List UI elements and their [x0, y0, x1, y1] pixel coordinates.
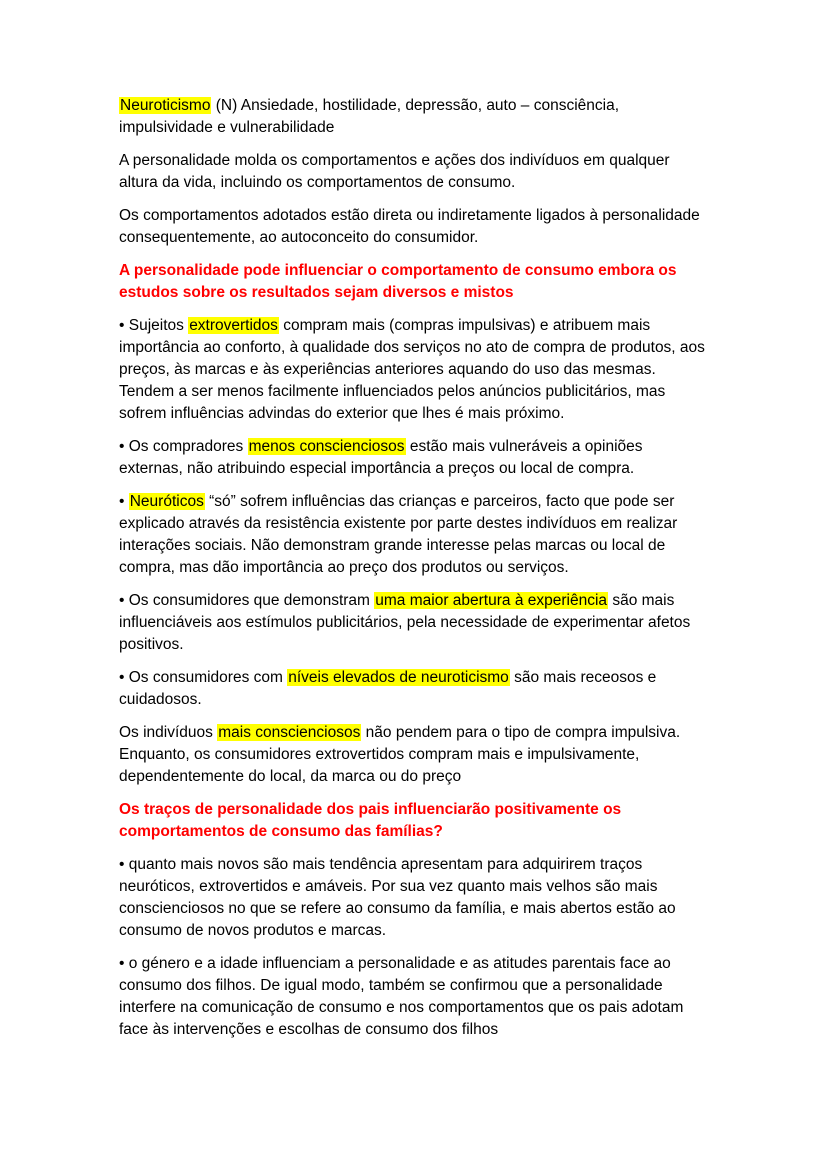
- text-run: compram mais (compras impulsivas) e atribuem mais importância ao conforto, à qualidade dos serviços no ato de compra de produtos, aos preços, às marcas e às experiências anteriores aquando do uso das mesmas. Tendem a ser menos facilmente influenciados pelos anúncios publicitários, mas sofrem influências advindas do exterior que lhes é mais próximo.: [119, 317, 705, 422]
- heading-parents-personality-traits: [119, 799, 709, 843]
- text-run: são mais influenciáveis aos estímulos publicitários, pela necessidade de experimentar afetos positivos.: [119, 592, 691, 653]
- text-run: • Os compradores: [119, 438, 248, 455]
- text-run: não pendem para o tipo de compra impulsiva. Enquanto, os consumidores extrovertidos compram mais e impulsivamente, dependentemente do local, da marca ou do preço: [119, 724, 681, 785]
- paragraph-personality-shapes-behavior: [119, 150, 709, 194]
- highlight-menos-conscienciosos: menos conscienciosos: [248, 438, 405, 455]
- paragraph-neuroticism-definition: [119, 95, 709, 139]
- heading-text: Os traços de personalidade dos pais influenciarão positivamente os comportamentos de consumo das famílias?: [119, 801, 622, 840]
- text-run: •: [119, 493, 129, 510]
- text-run: • o género e a idade influenciam a personalidade e as atitudes parentais face ao consumo dos filhos. De igual modo, também se confirmou que a personalidade interfere na comunicação de consumo e nos comportamentos que os pais adotam face às intervenções e escolhas de consumo dos filhos: [119, 955, 684, 1038]
- text-run: Os comportamentos adotados estão direta ou indiretamente ligados à personalidade consequentemente, ao autoconceito do consumidor.: [119, 207, 700, 246]
- heading-text: A personalidade pode influenciar o comportamento de consumo embora os estudos sobre os resultados sejam diversos e mistos: [119, 262, 677, 301]
- highlight-extrovertidos: extrovertidos: [189, 317, 278, 334]
- bullet-extroverts: [119, 315, 709, 425]
- text-run: • Sujeitos: [119, 317, 189, 334]
- text-run: estão mais vulneráveis a opiniões externas, não atribuindo especial importância a preços ou local de compra.: [119, 438, 643, 477]
- text-run: A personalidade molda os comportamentos e ações dos indivíduos em qualquer altura da vida, incluindo os comportamentos de consumo.: [119, 152, 670, 191]
- heading-personality-influences-consumption: [119, 260, 709, 304]
- bullet-high-neuroticism: [119, 667, 709, 711]
- paragraph-behaviors-linked-personality: [119, 205, 709, 249]
- text-run: Os indivíduos: [119, 724, 218, 741]
- highlight-abertura-experiencia: uma maior abertura à experiência: [375, 592, 608, 609]
- text-run: • Os consumidores que demonstram: [119, 592, 375, 609]
- text-run: (N) Ansiedade, hostilidade, depressão, auto – consciência, impulsividade e vulnerabilidade: [119, 97, 620, 136]
- highlight-neuroticos: Neuróticos: [129, 493, 204, 510]
- highlight-mais-conscienciosos: mais conscienciosos: [218, 724, 361, 741]
- bullet-age-related-traits: [119, 854, 709, 942]
- text-run: “só” sofrem influências das crianças e parceiros, facto que pode ser explicado através da resistência existente por parte destes indivíduos em realizar interações sociais. Não demonstram grande interesse pelas marcas ou local de compra, mas dão importância ao preço dos produtos ou serviços.: [119, 493, 678, 576]
- highlight-niveis-neuroticismo: níveis elevados de neuroticismo: [288, 669, 509, 686]
- bullet-neurotics: [119, 491, 709, 579]
- text-run: • quanto mais novos são mais tendência apresentam para adquirirem traços neuróticos, extrovertidos e amáveis. Por sua vez quanto mais velhos são mais conscienciosos no que se refere ao consumo da família, e mais abertos estão ao consumo de novos produtos e marcas.: [119, 856, 676, 939]
- bullet-openness-to-experience: [119, 590, 709, 656]
- text-run: são mais receosos e cuidadosos.: [119, 669, 657, 708]
- bullet-less-conscientious-buyers: [119, 436, 709, 480]
- text-run: • Os consumidores com: [119, 669, 288, 686]
- bullet-gender-age-influence: [119, 953, 709, 1041]
- paragraph-conscientious-no-impulse-buying: [119, 722, 709, 788]
- highlight-neuroticismo: Neuroticismo: [120, 97, 211, 114]
